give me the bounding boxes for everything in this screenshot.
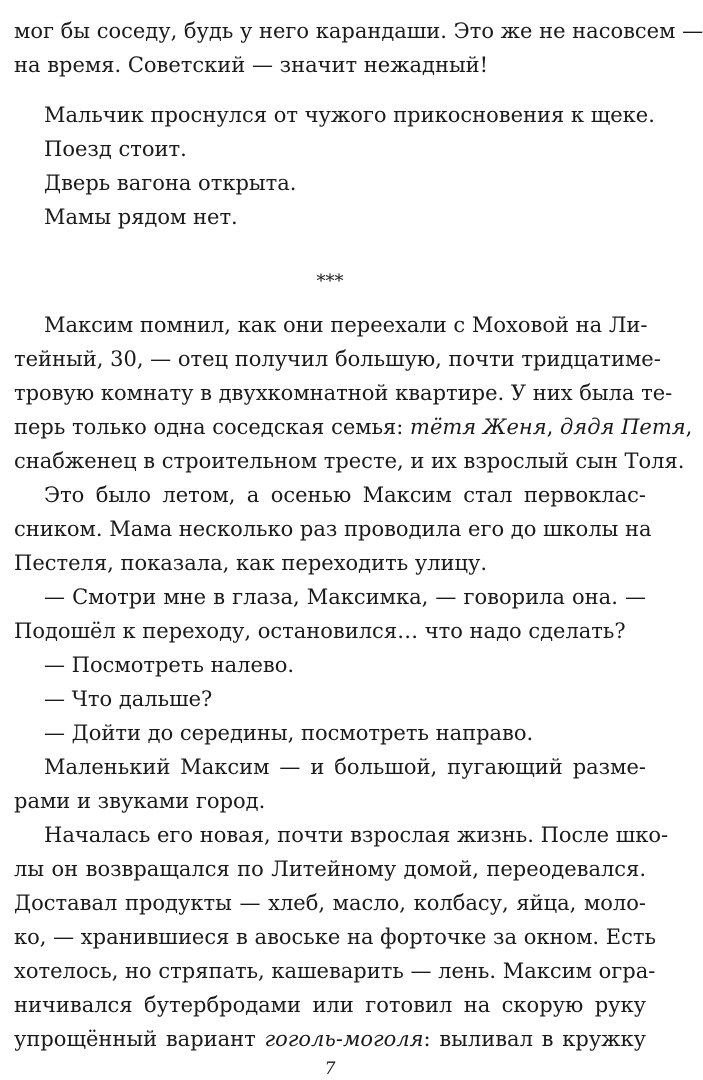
text-line: Поезд стоит.: [44, 137, 187, 161]
text-line: Дверь вагона открыта.: [44, 171, 297, 195]
text-line: Мамы рядом нет.: [44, 205, 238, 229]
italic-name: дядя Петя: [559, 415, 686, 439]
text-line: [14, 1022, 646, 1056]
book-page: [14, 8, 703, 1079]
text-line: Началась его новая, почти взрослая жизнь. После шко-: [44, 823, 669, 847]
text-line: Мальчик проснулся от чужого прикосновения к щеке.: [44, 103, 655, 127]
text-line: — Что дальше?: [44, 687, 213, 711]
text-line: [14, 410, 693, 444]
text-line: Максим помнил, как они переехали с Моховой на Ли-: [44, 313, 648, 337]
text-line: Пестеля, показала, как переходить улицу.: [14, 551, 488, 575]
text-line: мог бы соседу, будь у него карандаши. Это же не насовсем —: [14, 19, 703, 43]
text-line: ко, — хранившиеся в авоське на форточке за окном. Есть: [14, 925, 656, 949]
text-line: снабженец в строительном тресте, и их взрослый сын Толя.: [14, 449, 685, 473]
italic-term: гоголь-моголя: [264, 1027, 424, 1051]
text-line: — Посмотреть налево.: [44, 653, 295, 677]
text-line: ничивался бутербродами или готовил на скорую руку: [14, 993, 646, 1017]
italic-name: тётя Женя: [410, 415, 547, 439]
text-fragment: ,: [546, 415, 560, 439]
text-line: — Смотри мне в глаза, Максимка, — говорила она. —: [44, 585, 646, 609]
text-line: сником. Мама несколько раз проводила его до школы на: [14, 517, 652, 541]
text-line: Подошёл к переходу, остановился… что надо сделать?: [14, 619, 626, 643]
text-line: Маленький Максим — и большой, пугающий разме-: [44, 755, 646, 779]
text-fragment: ,: [685, 415, 693, 439]
text-fragment: перь только одна соседская семья:: [14, 415, 411, 439]
page-number: 7: [324, 1059, 336, 1079]
text-line: рами и звуками город.: [14, 789, 266, 813]
text-fragment: : выливал в кружку: [423, 1027, 646, 1051]
text-line: тейный, 30, — отец получил большую, почти тридцатиме-: [14, 347, 661, 371]
text-line: хотелось, но стряпать, кашеварить — лень. Максим огра-: [14, 959, 656, 983]
text-line: лы он возвращался по Литейному домой, переодевался.: [14, 857, 646, 881]
text-line: на время. Советский — значит нежадный!: [14, 53, 489, 77]
text-fragment: упрощённый вариант: [14, 1027, 265, 1051]
text-line: Доставал продукты — хлеб, масло, колбасу, яйца, моло-: [14, 891, 646, 915]
section-separator: ***: [316, 271, 344, 292]
text-line: тровую комнату в двухкомнатной квартире. У них была те-: [14, 381, 673, 405]
text-line: — Дойти до середины, посмотреть направо.: [44, 721, 534, 745]
text-line: Это было летом, а осенью Максим стал первоклас-: [44, 483, 646, 507]
